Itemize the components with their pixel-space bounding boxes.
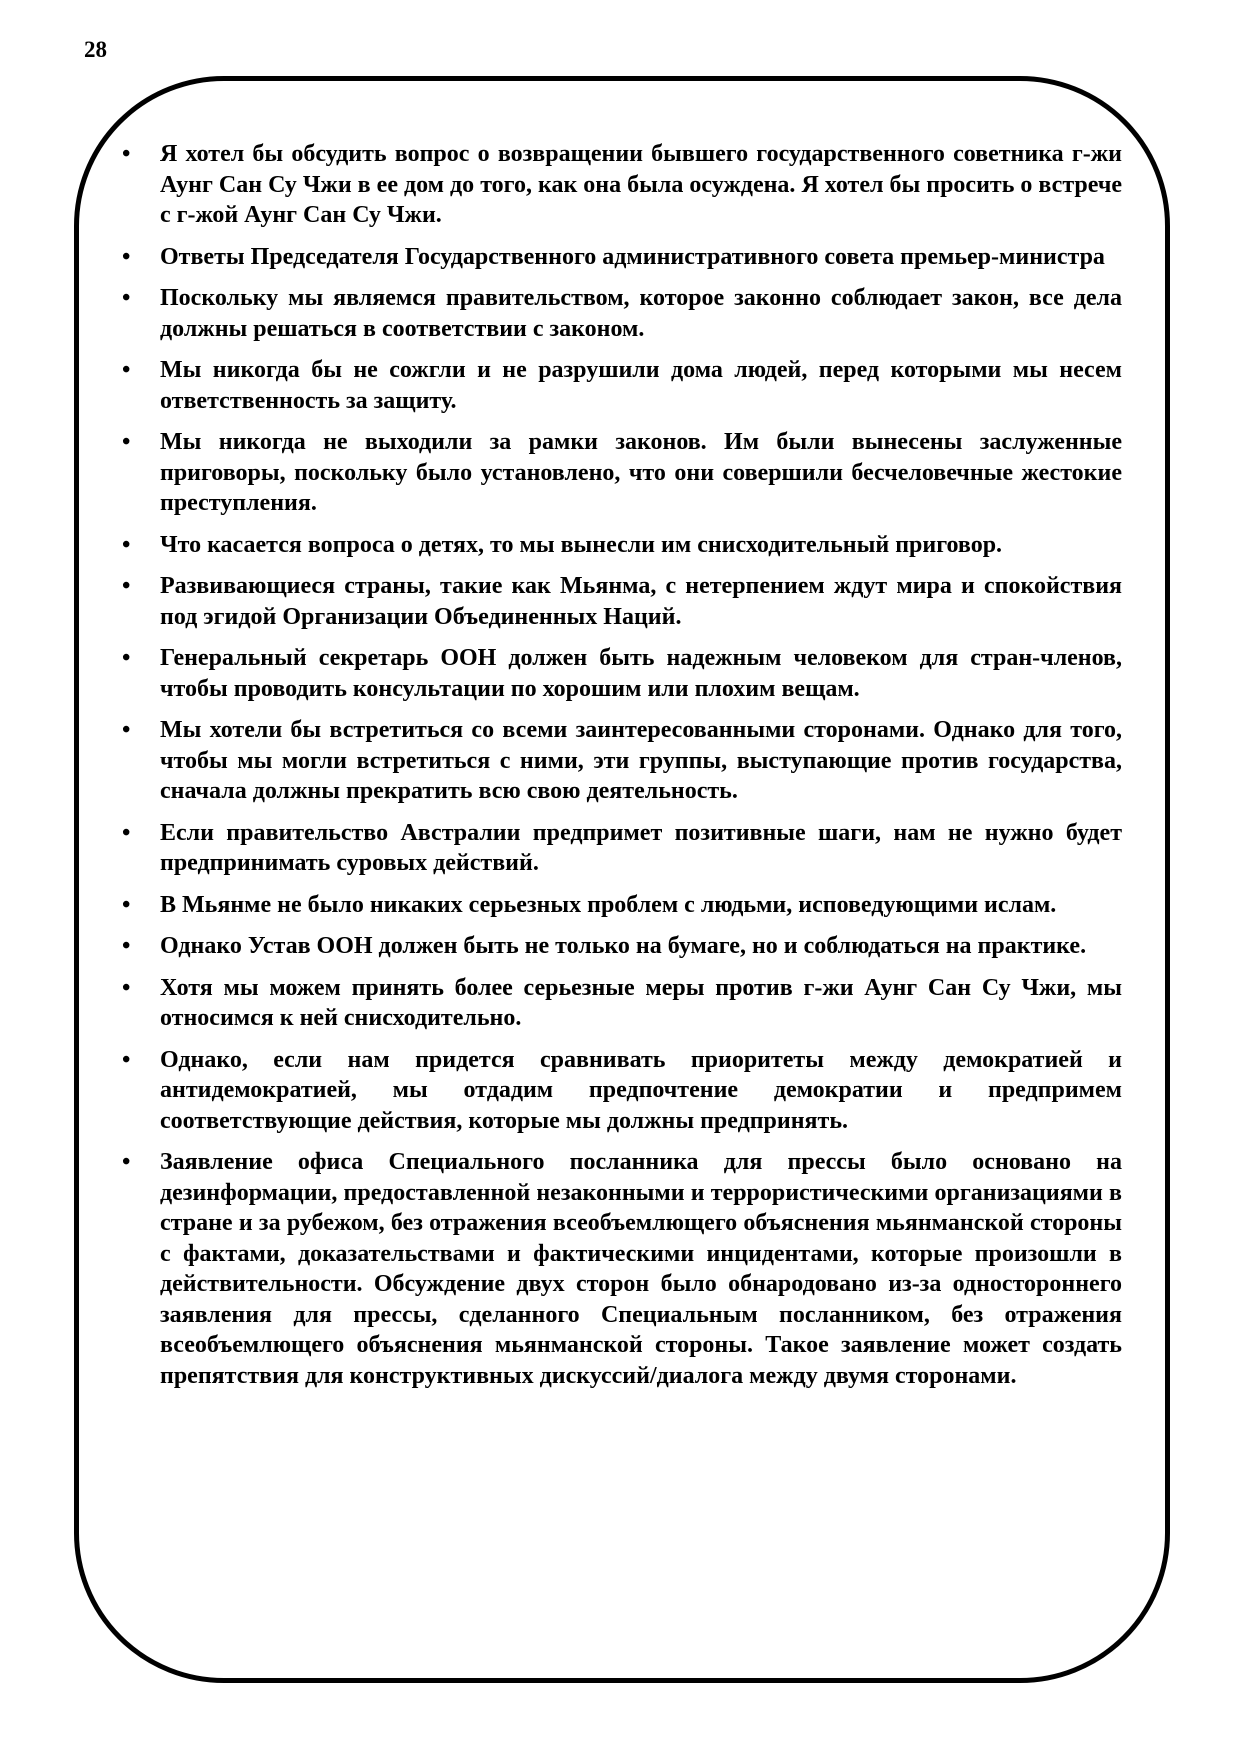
list-item — [122, 1147, 1122, 1391]
bullet-icon: • — [122, 819, 131, 846]
list-item-text: Хотя мы можем принять более серьезные меры против г-жи Аунг Сан Су Чжи, мы относимся к ней снисходительно. — [160, 974, 1122, 1031]
list-item — [122, 643, 1122, 704]
list-item — [122, 931, 1122, 962]
list-item — [122, 571, 1122, 632]
bullet-icon: • — [122, 1149, 131, 1175]
list-item-text: Ответы Председателя Государственного административного совета премьер-министра — [160, 243, 1105, 270]
bullet-icon: • — [122, 573, 131, 599]
bullet-icon: • — [122, 645, 131, 671]
bullet-list — [122, 139, 1122, 1402]
bullet-icon: • — [122, 933, 131, 959]
list-item-text: Поскольку мы являемся правительством, которое законно соблюдает закон, все дела должны решаться в соответствии с законом. — [160, 285, 1122, 342]
list-item-text: Что касается вопроса о детях, то мы вынесли им снисходительный приговор. — [160, 531, 1003, 558]
list-item-text: Развивающиеся страны, такие как Мьянма, с нетерпением ждут мира и спокойствия под эгидой Организации Объединенных Наций. — [160, 573, 1122, 630]
bullet-icon: • — [122, 243, 131, 270]
list-item — [122, 139, 1122, 231]
bullet-icon: • — [122, 141, 131, 167]
bullet-icon: • — [122, 717, 131, 743]
list-item-text: Мы никогда не выходили за рамки законов. Им были вынесены заслуженные приговоры, поскольку было установлено, что они совершили бесчеловечные жестокие преступления. — [160, 429, 1122, 516]
list-item-text: Если правительство Австралии предпримет позитивные шаги, нам не нужно будет предпринимать суровых действий. — [160, 819, 1122, 876]
list-item — [122, 355, 1122, 416]
list-item-text: Однако Устав ООН должен быть не только на бумаге, но и соблюдаться на практике. — [160, 933, 1087, 959]
bullet-icon: • — [122, 285, 131, 311]
bullet-icon: • — [122, 357, 131, 383]
page-number: 28 — [84, 37, 107, 62]
list-item — [122, 715, 1122, 807]
list-item — [122, 890, 1122, 921]
list-item — [122, 427, 1122, 519]
list-item — [122, 242, 1122, 273]
bullet-icon: • — [122, 891, 131, 918]
list-item — [122, 973, 1122, 1034]
list-item — [122, 818, 1122, 879]
list-item-text: Однако, если нам придется сравнивать приоритеты между демократией и антидемократией, мы отдадим предпочтение демократии и предпримем соответствующие действия, которые мы должны предпринять. — [160, 1046, 1122, 1134]
list-item — [122, 530, 1122, 561]
list-item-text: Мы никогда бы не сожгли и не разрушили дома людей, перед которыми мы несем ответственность за защиту. — [160, 357, 1122, 414]
bullet-icon: • — [122, 531, 131, 558]
list-item-text: Генеральный секретарь ООН должен быть надежным человеком для стран-членов, чтобы проводить консультации по хорошим или плохим вещам. — [160, 645, 1122, 702]
list-item — [122, 1045, 1122, 1137]
list-item-text: Заявление офиса Специального посланника для прессы было основано на дезинформации, предоставленной незаконными и террористическими организациями в стране и за рубежом, без отражения всеобъемлющего объяснения мьянманской стороны с фактами, доказательствами и фактическими инцидентами, которые произошли в действительности. Обсуждение двух сторон было обнародовано из-за одностороннего заявления для прессы, сделанного Специальным посланником, без отражения всеобъемлющего объяснения мьянманской стороны. Такое заявление может создать препятствия для конструктивных дискуссий/диалога между двумя сторонами. — [160, 1149, 1122, 1389]
list-item — [122, 283, 1122, 344]
bullet-icon: • — [122, 1046, 131, 1073]
list-item-text: В Мьянме не было никаких серьезных проблем с людьми, исповедующими ислам. — [160, 891, 1057, 918]
list-item-text: Мы хотели бы встретиться со всеми заинтересованными сторонами. Однако для того, чтобы мы могли встретиться с ними, эти группы, выступающие против государства, сначала должны прекратить всю свою деятельность. — [160, 717, 1122, 804]
bullet-icon: • — [122, 429, 131, 455]
bullet-icon: • — [122, 974, 131, 1001]
list-item-text: Я хотел бы обсудить вопрос о возвращении бывшего государственного советника г-жи Аунг Сан Су Чжи в ее дом до того, как она была осуждена. Я хотел бы просить о встрече с г-жой Аунг Сан Су Чжи. — [160, 141, 1122, 228]
